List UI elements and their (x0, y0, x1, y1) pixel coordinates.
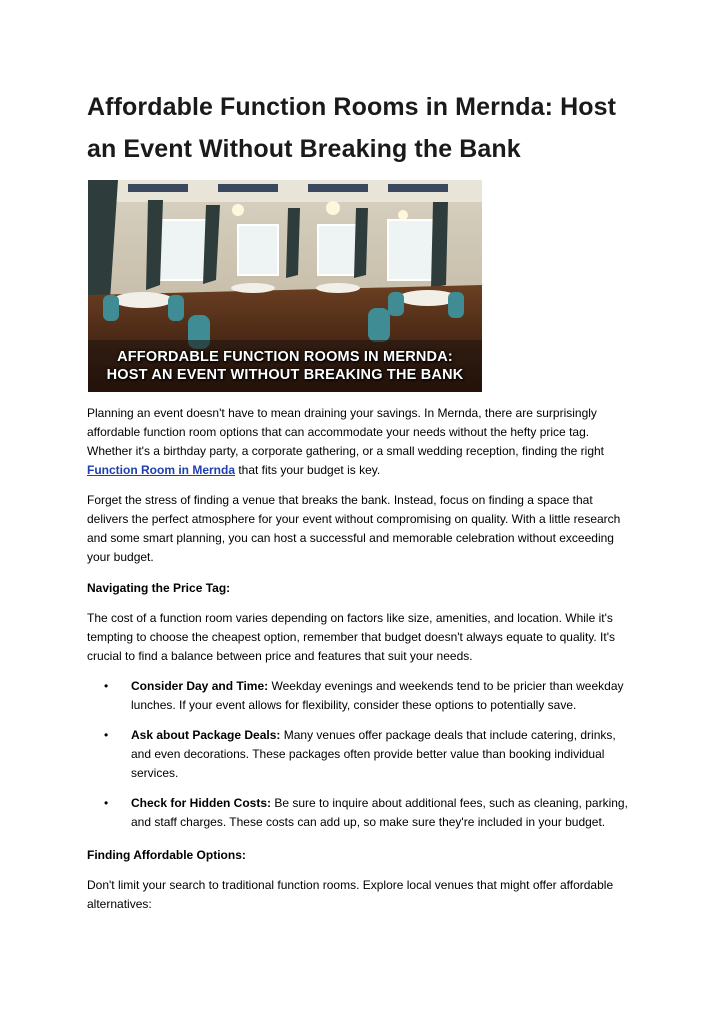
intro-text-end: that fits your budget is key. (235, 463, 381, 477)
hero-caption-line-2: HOST AN EVENT WITHOUT BREAKING THE BANK (106, 367, 464, 383)
list-item-label: Check for Hidden Costs: (131, 796, 272, 810)
hero-image (88, 180, 482, 392)
list-item (87, 726, 637, 783)
intro-text-start: Planning an event doesn't have to mean draining your savings. In Mernda, there are surprisingly affordable function room options that can accommodate your needs without the hefty price tag. Whether it's a birthday party, a corporate gathering, or a small wedding reception, finding the right (87, 406, 605, 458)
heading-affordable-options: Finding Affordable Options: (87, 848, 246, 862)
list-item-text: Weekday evenings and weekends tend to be pricier than weekday lunches. If your event allows for flexibility, consider these options to potentially save. (131, 679, 624, 712)
intro-paragraph (87, 404, 637, 480)
hero-caption (88, 348, 482, 384)
bullet-icon: • (104, 728, 109, 742)
list-item (87, 794, 637, 832)
list-item-label: Ask about Package Deals: (131, 728, 281, 742)
page-title: Affordable Function Rooms in Mernda: Host an Event Without Breaking the Bank (87, 93, 617, 163)
hero-caption-line-1: AFFORDABLE FUNCTION ROOMS IN MERNDA: (117, 349, 453, 365)
list-item-text: Many venues offer package deals that include catering, drinks, and even decorations. These packages often provide better value than booking individual services. (131, 728, 616, 780)
bullet-icon: • (104, 679, 109, 693)
heading-price-tag: Navigating the Price Tag: (87, 581, 231, 595)
paragraph-3: The cost of a function room varies depending on factors like size, amenities, and location. While it's tempting to choose the cheapest option, remember that budget doesn't always equate to quality. It's crucial to find a balance between price and features that suit your needs. (87, 611, 616, 663)
list-item (87, 677, 637, 715)
list-item-text: Be sure to inquire about additional fees, such as cleaning, parking, and staff charges. These costs can add up, so make sure they're included in your budget. (131, 796, 628, 829)
paragraph-4: Don't limit your search to traditional function rooms. Explore local venues that might offer affordable alternatives: (87, 878, 614, 911)
tips-list (87, 677, 637, 843)
list-item-label: Consider Day and Time: (131, 679, 269, 693)
function-room-link[interactable]: Function Room in Mernda (87, 463, 235, 477)
paragraph-2: Forget the stress of finding a venue that breaks the bank. Instead, focus on finding a space that delivers the perfect atmosphere for your event without compromising on quality. With a little research and some smart planning, you can host a successful and memorable celebration without exceeding your budget. (87, 493, 621, 564)
bullet-icon: • (104, 796, 109, 810)
